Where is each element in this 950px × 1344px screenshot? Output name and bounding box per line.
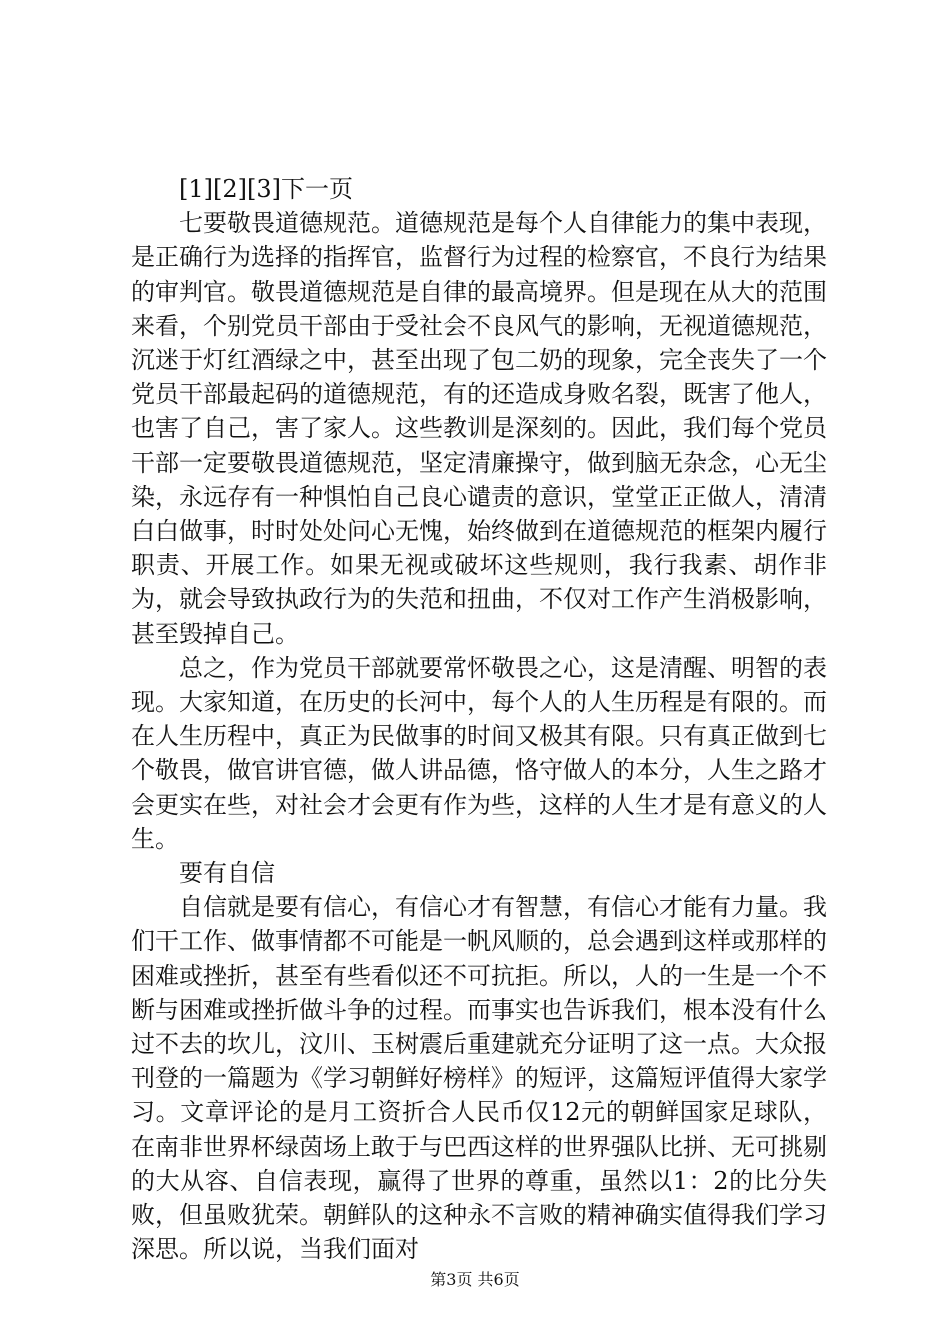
page-indicator: 第3页 共6页 [430,1270,520,1289]
paragraph-summary: 总之，作为党员干部就要常怀敬畏之心，这是清醒、明智的表现。大家知道，在历史的长河中，每个人的人生历程是有限的。而在人生历程中，真正为民做事的时间又极其有限。只有真正做到七个敬畏，做官讲官德，做人讲品德，恪守做人的本分，人生之路才会更实在些，对社会才会更有作为些，这样的人生才是有意义的人生。 [131,653,827,853]
paragraph-moral-norms: 七要敬畏道德规范。道德规范是每个人自律能力的集中表现，是正确行为选择的指挥官，监督行为过程的检察官，不良行为结果的审判官。敬畏道德规范是自律的最高境界。但是现在从大的范围来看，个别党员干部由于受社会不良风气的影响，无视道德规范，沉迷于灯红酒绿之中，甚至出现了包二奶的现象，完全丧失了一个党员干部最起码的道德规范，有的还造成身败名裂，既害了他人，也害了自己，害了家人。这些教训是深刻的。因此，我们每个党员干部一定要敬畏道德规范，坚定清廉操守，做到脑无杂念，心无尘染，永远存有一种惧怕自己良心谴责的意识，堂堂正正做人，清清白白做事，时时处处问心无愧，始终做到在道德规范的框架内履行职责、开展工作。如果无视或破坏这些规则，我行我素、胡作非为，就会导致执政行为的失范和扭曲，不仅对工作产生消极影响，甚至毁掉自己。 [131,209,827,648]
page-footer [0,1270,950,1290]
document-body [131,172,827,1267]
paragraph-confidence: 自信就是要有信心，有信心才有智慧，有信心才能有力量。我们干工作、做事情都不可能是一帆风顺的，总会遇到这样或那样的困难或挫折，甚至有些看似还不可抗拒。所以，人的一生是一个不断与困难或挫折做斗争的过程。而事实也告诉我们，根本没有什么过不去的坎儿，汶川、玉树震后重建就充分证明了这一点。大众报刊登的一篇题为《学习朝鲜好榜样》的短评，这篇短评值得大家学习。文章评论的是月工资折合人民币仅12元的朝鲜国家足球队，在南非世界杯绿茵场上敢于与巴西这样的世界强队比拼、无可挑剔的大从容、自信表现，赢得了世界的尊重，虽然以1：2的比分失败，但虽败犹荣。朝鲜队的这种永不言败的精神确实值得我们学习深思。所以说，当我们面对 [131,893,827,1264]
page-nav-links[interactable]: [1][2][3]下一页 [179,175,353,203]
section-heading: 要有自信 [179,859,275,888]
